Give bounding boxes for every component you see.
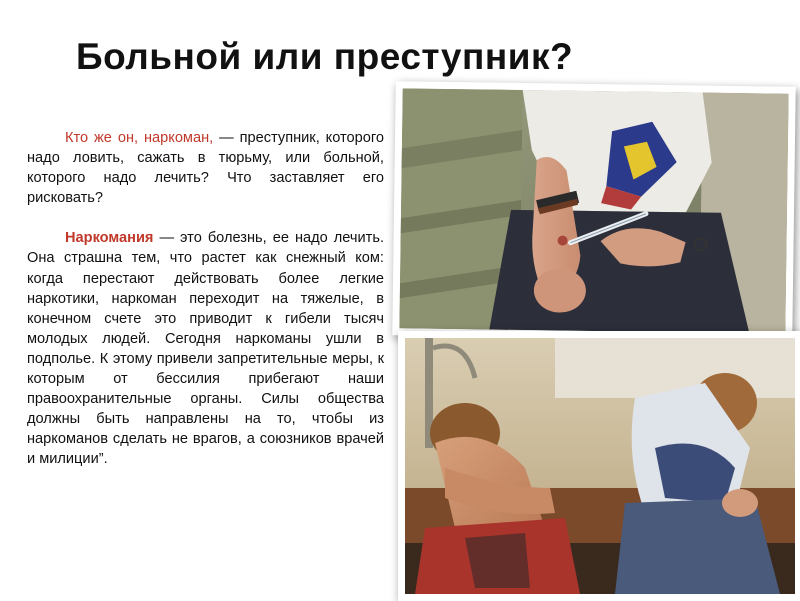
photo-injection [392, 81, 796, 341]
disease-text: — это болезнь, ее надо лечить. Она страшна тем, что растет как снежный ком: когда перестают действовать более легкие наркотики, наркоман переходит на тяжелые, в конечном счете это приводит к гибели тысяч молодых людей. Сегодня наркоманы ушли в подполье. К этому привели запретительные меры, к которым от бессилия прибегают наши правоохранительные органы. Силы общества должны быть направлены на то, чтобы из наркоманов сделать не врагов, а союзников врачей и милиции”. [27, 230, 384, 468]
paragraph-disease [27, 228, 384, 469]
disease-term: Наркомания [65, 230, 154, 247]
page-title: Больной или преступник? [76, 36, 574, 77]
question-text: — преступник, которого надо ловить, сажать в тюрьму, или больной, которого надо лечить? Что заставляет его рисковать? [27, 130, 384, 207]
body-text [27, 128, 384, 470]
bench-illustration [405, 338, 795, 594]
question-lead: Кто же он, наркоман, [65, 130, 214, 146]
paragraph-question [27, 128, 384, 208]
photo-bench [398, 331, 800, 601]
injection-illustration [399, 88, 788, 333]
